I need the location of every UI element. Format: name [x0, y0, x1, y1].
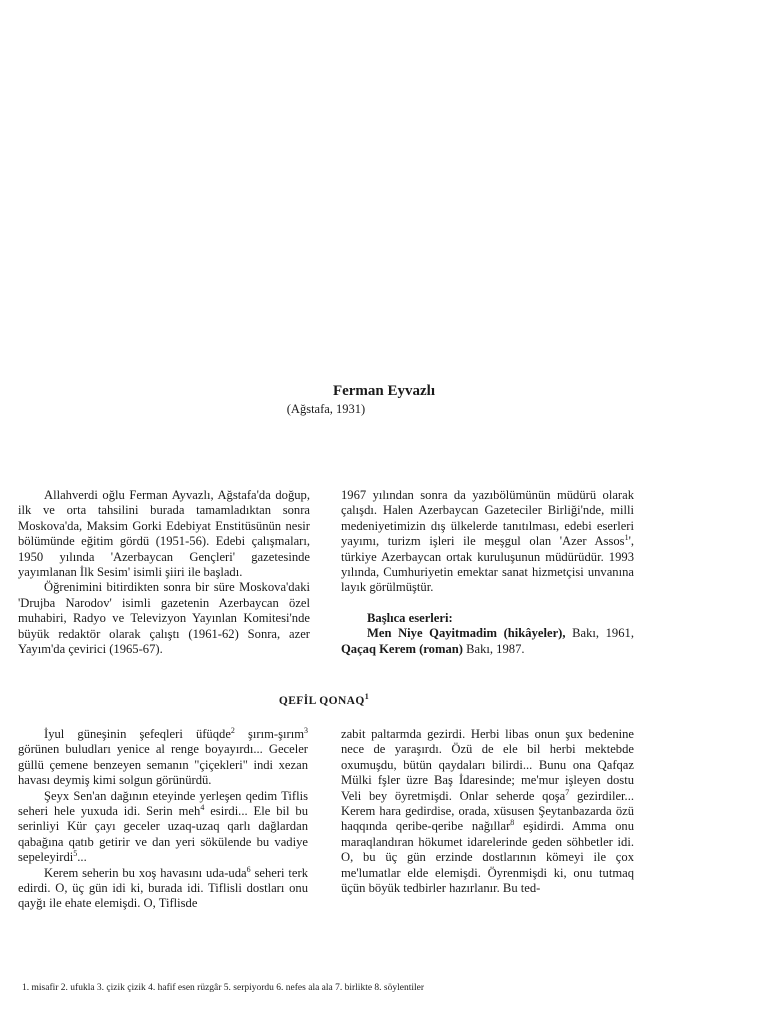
author-name: Ferman Eyvazlı	[332, 383, 436, 399]
work-title: Qaçaq Kerem (roman)	[341, 641, 463, 656]
footnotes: 1. misafir 2. ufukla 3. çizik çizik 4. hafif esen rüzgâr 5. serpiyordu 6. nefes ala ala 7. birlikte 8. söylentiler	[22, 983, 425, 993]
story-paragraph	[18, 866, 308, 912]
story-title	[0, 692, 648, 707]
work-details: Bakı, 1961,	[565, 626, 634, 641]
footnote-marker: 3	[304, 725, 309, 735]
footnote-marker: 2	[230, 725, 235, 735]
footnote-marker: 7	[565, 787, 570, 797]
bio-paragraph: Allahverdi oğlu Ferman Ayvazlı, Ağstafa'da doğup, ilk ve orta tahsilini burada tamamladıktan sonra Moskova'da, Maksim Gorki Edebiyat Enstitüsünün nesir bölümünde eğitim gördü (1951-56). Edebi çalışmaları, 1950 yılında 'Azerbaycan Gençleri' gazetesinde yayımlanan İlk Sesim' isimli şiiri ile başladı.	[18, 488, 310, 580]
bio-left-column	[18, 488, 310, 657]
footnote-marker: 1	[624, 533, 629, 543]
story-text: İyul güneşinin şefeqleri üfüqde	[44, 727, 231, 741]
story-text: esirdi... Ele bil bu serinliyi Kür çayı geceler uzaq-uzaq qarlı dağlardan qabağına qatıb getirir ve dan yeri sökülende bu vadiye sepeleyirdi	[18, 804, 308, 865]
works-list	[341, 626, 634, 657]
story-text: görünen buludları yenice al renge boyayırdı... Geceler güllü çemene benzeyen semanın "çiçekleri" indi xezan havası deymiş kimi solgun görünürdü.	[18, 742, 308, 788]
story-text: seheri terk edirdi. O, üç gün idi ki, burada idi. Tiflisli dostları onu qayğı ile ehate elemişdi. O, Tiflisde	[18, 865, 308, 911]
bio-right-column	[341, 488, 634, 657]
work-details: Bakı, 1987.	[462, 641, 525, 656]
work-title: Men Niye Qayitmadim (hikâyeler),	[367, 626, 566, 641]
bio-paragraph: Öğrenimini bitirdikten sonra bir süre Moskova'daki 'Drujba Narodov' isimli gazetenin Azerbaycan özel muhabiri, Radyo ve Televizyon Yayınlan Komitesi'nde büyük redaktör olarak çalıştı (1961-62) Sonra, azer Yayım'da çevirici (1965-67).	[18, 580, 310, 657]
story-text: Şeyx Sen'an dağının eteyinde yerleşen qedim Tiflis seheri hele yuxuda idi. Serin meh	[18, 788, 308, 819]
story-text: zabit paltarmda gezirdi. Herbi libas onun şux bedenine nece de yaraşırdı. Özü de ele bil herbi mektebde oxumuşdu, bütün qaydaları bilirdi... Bunu ona Qafqaz Mülki fşler üzre Baş İdaresinde; me'mur işleyen dostu Veli bey öyretmişdi. Onlar seherde qoşa	[341, 727, 634, 803]
story-text: şırım-şırım	[234, 727, 305, 741]
works-heading: Başlıca eserleri:	[367, 610, 453, 625]
story-text: ...	[77, 850, 87, 865]
story-right-column	[341, 727, 634, 896]
bio-paragraph	[341, 488, 634, 596]
bio-text: 1967 yılından sonra da yazıbölümünün müdürü olarak çalışdı. Halen Azerbaycan Gazeteciler Birliği'nde, milli medeniyetimizin dış ülkelerde tanıtılması, edebi eserleri yayımı, turizm işleri ile meşgul olan 'Azer Assos	[341, 488, 634, 549]
story-left-column	[18, 727, 308, 912]
story-paragraph	[341, 727, 634, 896]
footnote-marker: 1	[364, 692, 370, 702]
story-text: gezirdiler... Kerem hara gedirdise, orada, xüsusen Şeytanbazarda özü haqqında qeribe-qeribe nağıllar	[341, 788, 634, 834]
story-text: Kerem seherin bu xoş havasını uda-uda	[44, 865, 247, 880]
author-birth-info: (Ağstafa, 1931)	[286, 402, 366, 416]
footnote-marker: 5	[73, 849, 78, 859]
story-text: eşidirdi. Amma onu maraqlandıran hökumet idarelerinde geden söhbetler idi. O, bu üç gün erzinde dostlarının kömeyi ile çox me'lumatlar elde elemişdi. Öyrenmişdi ki, onu tutmaq üçün böyük tedbirler hazırlanır. Bu ted-	[341, 819, 634, 896]
story-title-text: QEFİL QONAQ	[278, 695, 365, 707]
story-paragraph	[18, 727, 308, 789]
footnote-marker: 6	[246, 864, 251, 874]
footnote-marker: 8	[510, 818, 515, 828]
bio-text: ', türkiye Azerbaycan ortak kuruluşunun müdürüdür. 1993 yılında, Cumhuriyetin emektar sanat hizmetçisi unvanına layık görülmüştür.	[341, 534, 634, 595]
footnote-marker: 4	[200, 802, 205, 812]
story-paragraph	[18, 789, 308, 866]
